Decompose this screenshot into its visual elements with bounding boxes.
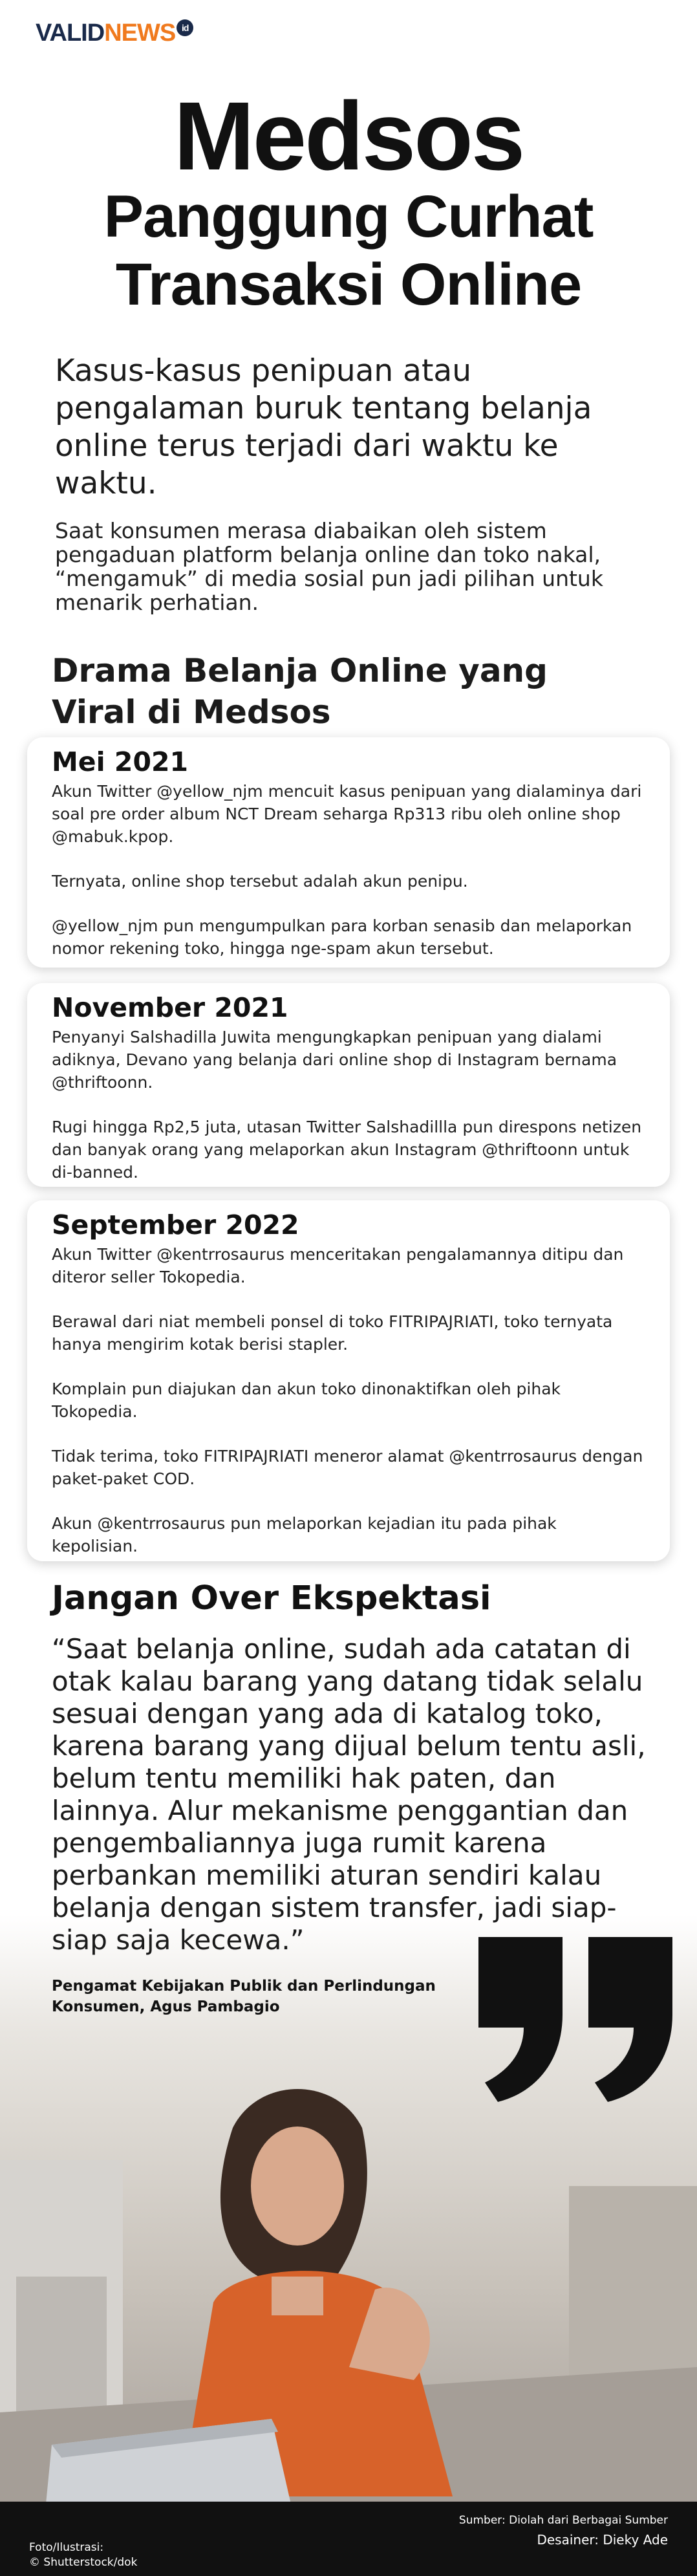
card-paragraph: @yellow_njm pun mengumpulkan para korban senasib dan melaporkan nomor rekening toko, hingga nge-spam akun tersebut. — [52, 916, 632, 958]
quote-source: Pengamat Kebijakan Publik dan Perlindungan Konsumen, Agus Pambagio — [52, 1978, 436, 2015]
timeline-card — [27, 983, 670, 1187]
brand-logo[interactable] — [36, 19, 193, 47]
photo-credit-text: © Shutterstock/dok — [29, 2556, 138, 2569]
card-date: November 2021 — [52, 992, 288, 1023]
card-paragraph: Akun @kentrrosaurus pun melaporkan kejadian itu pada pihak kepolisian. — [52, 1514, 557, 1555]
card-paragraph: Penyanyi Salshadilla Juwita mengungkapkan penipuan yang dialami adiknya, Devano yang belanja dari online shop di Instagram bernama @thriftoonn. — [52, 1028, 617, 1092]
card-paragraph: Komplain pun diajukan dan akun toko dinonaktifkan oleh pihak Tokopedia. — [52, 1380, 561, 1421]
card-date: Mei 2021 — [52, 746, 189, 777]
designer-credit: Desainer: Dieky Ade — [537, 2532, 668, 2548]
source-credit: Sumber: Diolah dari Berbagai Sumber — [458, 2514, 668, 2527]
logo-accent-text: NEWS — [104, 19, 176, 47]
page-subtitle-line1: Panggung Curhat — [103, 184, 594, 250]
card-paragraph: Akun Twitter @yellow_njm mencuit kasus penipuan yang dialaminya dari soal pre order album NCT Dream seharga Rp313 ribu oleh online shop @mabuk.kpop. — [52, 782, 642, 846]
page-title: Medsos — [173, 81, 524, 190]
photo-credit — [29, 2540, 223, 2570]
intro-lead: Kasus-kasus penipuan atau pengalaman buruk tentang belanja online terus terjadi dari waktu ke waktu. — [55, 353, 592, 501]
logo-main-text: VALID — [36, 19, 105, 47]
timeline-card — [27, 1200, 670, 1561]
page-subtitle-line2: Transaksi Online — [115, 252, 582, 318]
quote-text: “Saat belanja online, sudah ada catatan di otak kalau barang yang datang tidak selalu sesuai dengan yang ada di katalog toko, karena barang yang dijual belum tentu asli, belum tentu memiliki hak paten, dan lainnya. Alur mekanisme penggantian dan pengembaliannya juga rumit karena perbankan memiliki aturan sendiri kalau belanja dengan sistem transfer, jadi siap-siap saja kecewa.” — [52, 1633, 646, 1956]
card-paragraph: Akun Twitter @kentrrosaurus menceritakan pengalamannya ditipu dan diteror seller Tokopedia. — [52, 1245, 624, 1286]
card-paragraph: Tidak terima, toko FITRIPAJRIATI meneror alamat @kentrrosaurus dengan paket-paket COD. — [52, 1447, 643, 1488]
section-title-expectation: Jangan Over Ekspektasi — [52, 1579, 491, 1618]
quote-mark-icon — [472, 1937, 679, 2105]
card-paragraph: Rugi hingga Rp2,5 juta, utasan Twitter Salshadillla pun direspons netizen dan banyak orang yang melaporkan akun Instagram @thriftoonn untuk di-banned. — [52, 1118, 642, 1182]
footer-credits — [396, 2513, 668, 2551]
timeline-card — [27, 737, 670, 968]
intro-body: Saat konsumen merasa diabaikan oleh sistem pengaduan platform belanja online dan toko nakal, “mengamuk” di media sosial pun jadi pilihan untuk menarik perhatian. — [55, 518, 603, 615]
photo-credit-label-text: Foto/Ilustrasi: — [29, 2541, 104, 2554]
card-paragraph: Ternyata, online shop tersebut adalah akun penipu. — [52, 872, 468, 891]
card-date: September 2022 — [52, 1209, 299, 1240]
card-paragraph: Berawal dari niat membeli ponsel di toko FITRIPAJRIATI, toko ternyata hanya mengirim kotak berisi stapler. — [52, 1312, 613, 1354]
section-title-drama: Drama Belanja Online yang Viral di Medsos — [52, 652, 548, 731]
logo-badge: id — [177, 19, 193, 36]
